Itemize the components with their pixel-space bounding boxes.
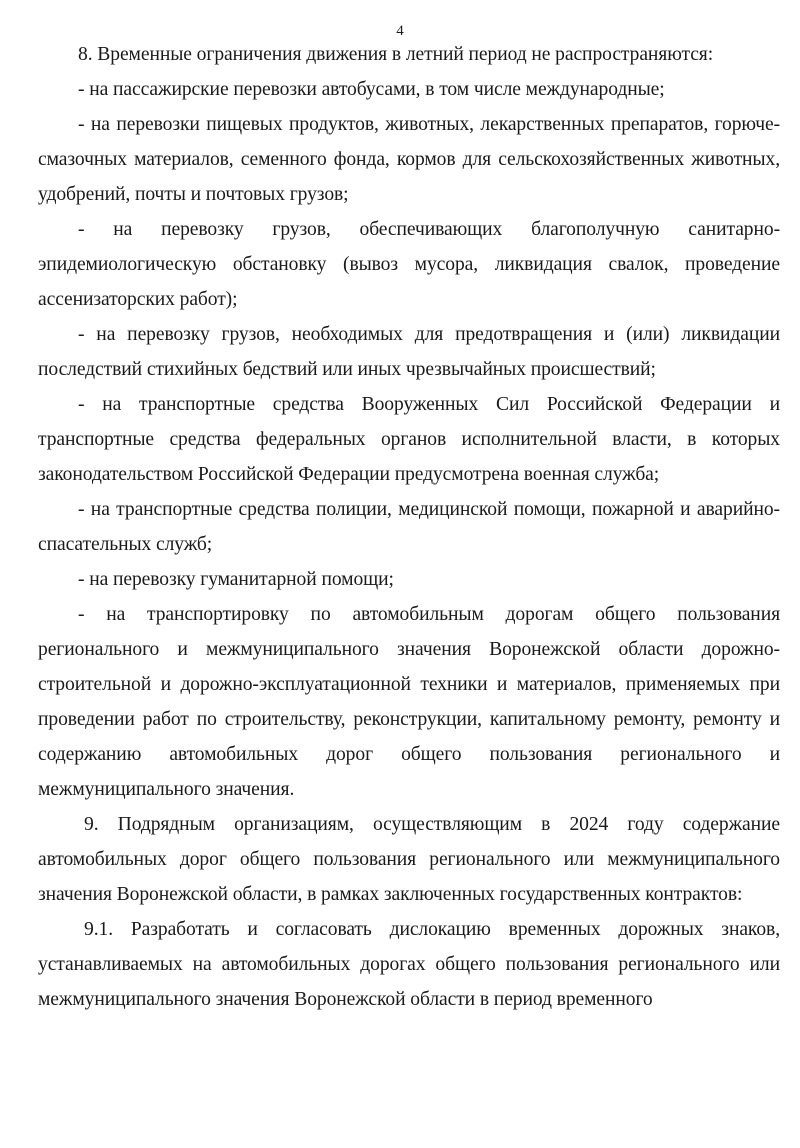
list-item-humanitarian: - на перевозку гуманитарной помощи; <box>78 569 394 590</box>
list-item-sanitary-cargo: - на перевозку грузов, обеспечивающих благополучную санитарно-эпидемиологическую обстановку (вывоз мусора, ликвидация свалок, проведение ассенизаторских работ); <box>38 219 780 310</box>
document-body <box>38 37 780 1017</box>
list-item-food-transport: - на перевозки пищевых продуктов, животных, лекарственных препаратов, горюче-смазочных материалов, семенного фонда, кормов для сельскохозяйственных животных, удобрений, почты и почтовых грузов; <box>38 114 780 205</box>
paragraph-9-1: 9.1. Разработать и согласовать дислокацию временных дорожных знаков, устанавливаемых на автомобильных дорогах общего пользования регионального или межмуниципального значения Воронежской области в период временного <box>38 919 780 1010</box>
list-item-passenger-transport: - на пассажирские перевозки автобусами, в том числе международные; <box>78 79 665 100</box>
list-item-police-medical: - на транспортные средства полиции, медицинской помощи, пожарной и аварийно-спасательных служб; <box>38 499 780 555</box>
paragraph-9: 9. Подрядным организациям, осуществляющим в 2024 году содержание автомобильных дорог общего пользования регионального или межмуниципального значения Воронежской области, в рамках заключенных государственных контрактов: <box>38 814 780 905</box>
list-item-armed-forces: - на транспортные средства Вооруженных Сил Российской Федерации и транспортные средства федеральных органов исполнительной власти, в которых законодательством Российской Федерации предусмотрена военная служба; <box>38 394 780 485</box>
list-item-emergency-cargo: - на перевозку грузов, необходимых для предотвращения и (или) ликвидации последствий стихийных бедствий или иных чрезвычайных происшествий; <box>38 324 780 380</box>
list-item-road-machinery: - на транспортировку по автомобильным дорогам общего пользования регионального и межмуниципального значения Воронежской области дорожно-строительной и дорожно-эксплуатационной техники и материалов, применяемых при проведении работ по строительству, реконструкции, капитальному ремонту, ремонту и содержанию автомобильных дорог общего пользования регионального и межмуниципального значения. <box>38 604 780 800</box>
paragraph-8-heading: 8. Временные ограничения движения в летний период не распространяются: <box>78 44 714 65</box>
page-number: 4 <box>396 23 404 39</box>
